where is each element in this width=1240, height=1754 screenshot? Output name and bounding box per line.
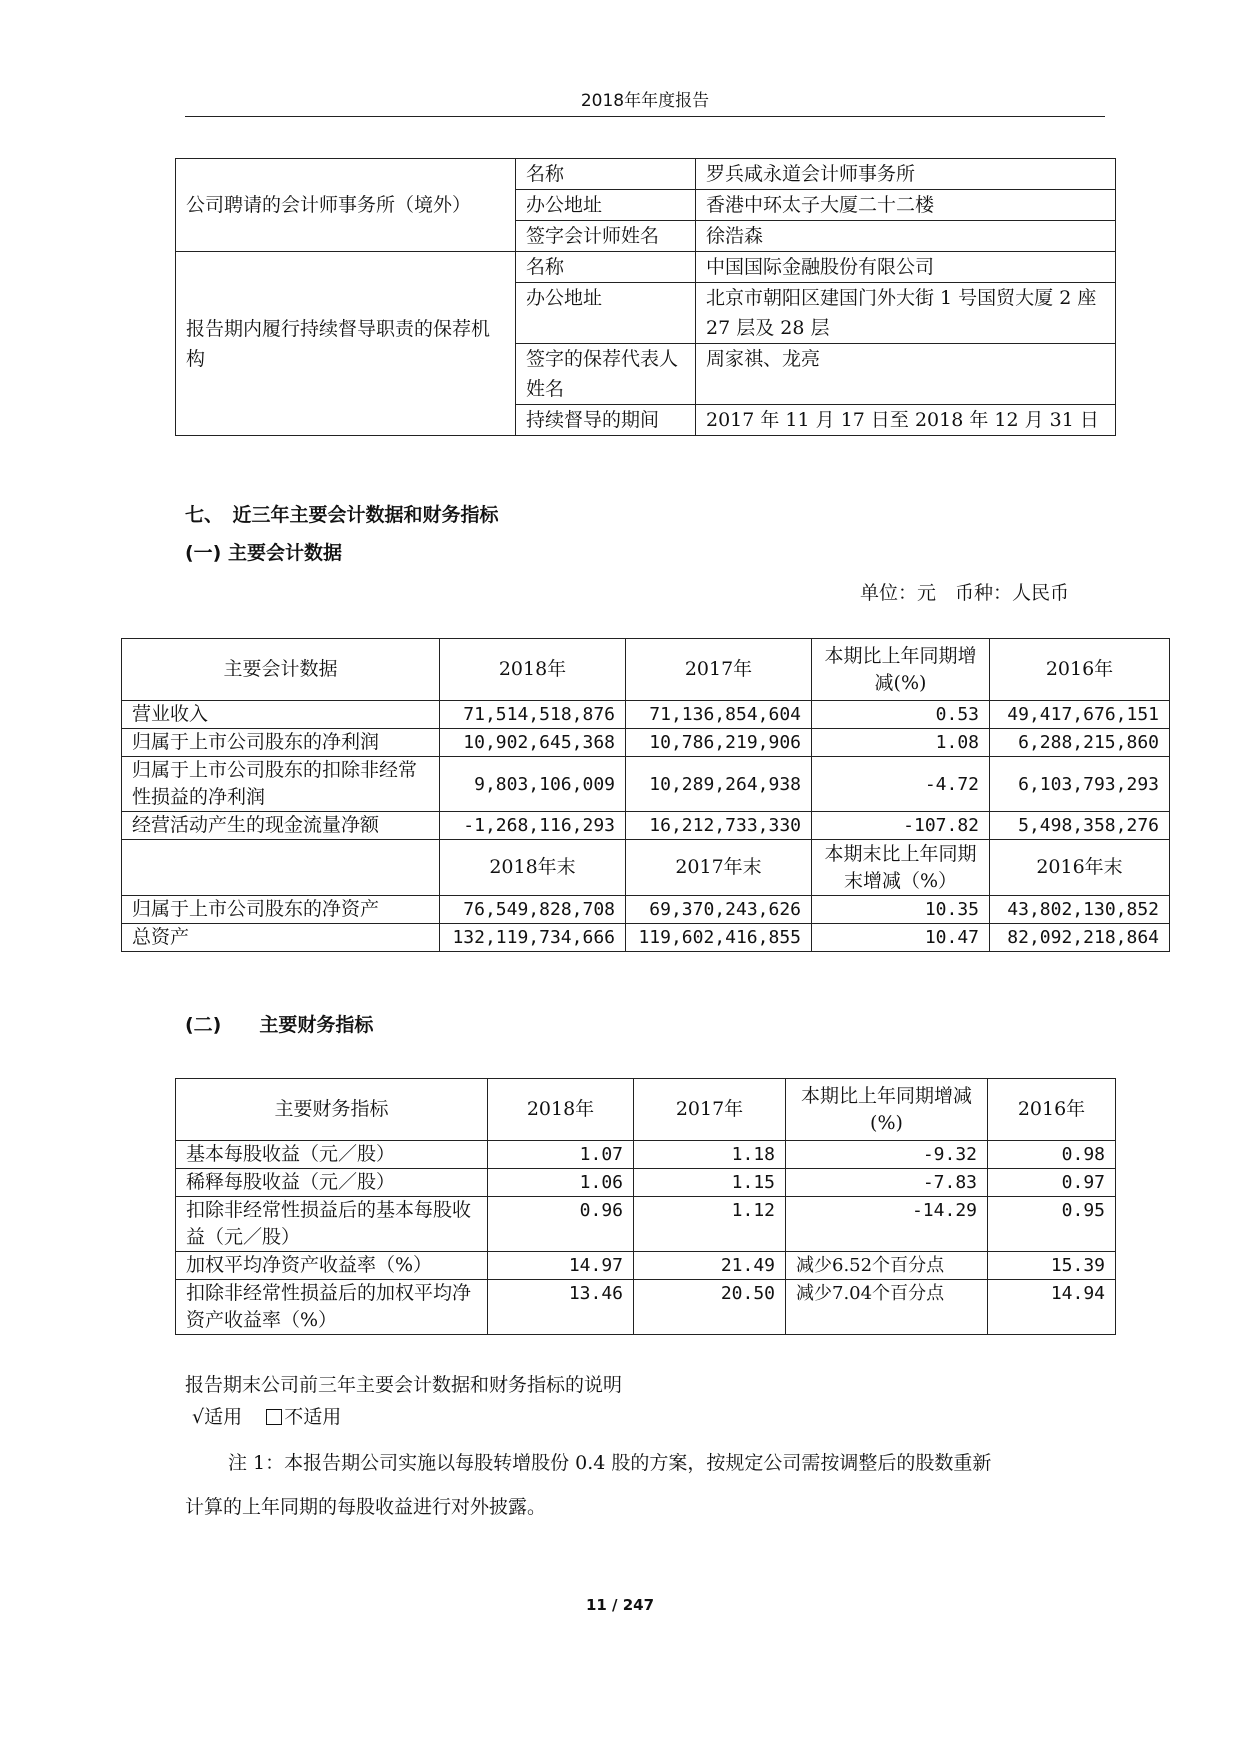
cell-value: 香港中环太子大厦二十二楼: [696, 190, 1116, 221]
cell-key: 名称: [516, 252, 696, 283]
table-row: [122, 729, 1170, 757]
subsection-2-heading: (二) 主要财务指标: [185, 1014, 374, 1036]
value-cell: 1.18: [634, 1141, 786, 1169]
value-cell: 1.07: [488, 1141, 634, 1169]
header-cell: 2017年: [626, 639, 812, 701]
value-cell: 10,786,219,906: [626, 729, 812, 757]
value-cell: 5,498,358,276: [990, 812, 1170, 840]
value-cell: 15.39: [988, 1252, 1116, 1280]
group2-label: 报告期内履行持续督导职责的保荐机构: [176, 252, 516, 436]
note-1-line-2: 计算的上年同期的每股收益进行对外披露。: [185, 1496, 547, 1518]
value-cell: 0.53: [812, 701, 990, 729]
header-rule: [185, 116, 1105, 117]
row-label: 总资产: [122, 924, 440, 952]
value-cell: 132,119,734,666: [440, 924, 626, 952]
table-row: [176, 1252, 1116, 1280]
row-label: 基本每股收益（元／股）: [176, 1141, 488, 1169]
value-cell: 14.94: [988, 1280, 1116, 1335]
value-cell: 10.47: [812, 924, 990, 952]
cell-value: 2017 年 11 月 17 日至 2018 年 12 月 31 日: [696, 405, 1116, 436]
value-cell: 0.97: [988, 1169, 1116, 1197]
value-cell: -4.72: [812, 757, 990, 812]
header-cell: 2017年末: [626, 840, 812, 896]
value-cell: -107.82: [812, 812, 990, 840]
value-cell: 76,549,828,708: [440, 896, 626, 924]
table-row: [122, 812, 1170, 840]
header-cell: 主要财务指标: [176, 1079, 488, 1141]
value-cell: 20.50: [634, 1280, 786, 1335]
header-cell: 本期比上年同期增减(%): [812, 639, 990, 701]
applicability-row: [192, 1402, 341, 1429]
table-row: [176, 1280, 1116, 1335]
table-row: [122, 924, 1170, 952]
table-row: [176, 1197, 1116, 1252]
row-label: 归属于上市公司股东的净利润: [122, 729, 440, 757]
table-row: [122, 896, 1170, 924]
header-cell: 主要会计数据: [122, 639, 440, 701]
cell-key: 签字会计师姓名: [516, 221, 696, 252]
value-cell: 6,288,215,860: [990, 729, 1170, 757]
cell-value: 北京市朝阳区建国门外大街 1 号国贸大厦 2 座 27 层及 28 层: [696, 283, 1116, 344]
value-cell: 16,212,733,330: [626, 812, 812, 840]
value-cell: 1.12: [634, 1197, 786, 1252]
value-cell: 6,103,793,293: [990, 757, 1170, 812]
value-cell: 0.96: [488, 1197, 634, 1252]
cell-key: 名称: [516, 159, 696, 190]
value-cell: 10,902,645,368: [440, 729, 626, 757]
notes-title: 报告期末公司前三年主要会计数据和财务指标的说明: [185, 1374, 623, 1396]
value-cell: 14.97: [488, 1252, 634, 1280]
value-cell: 减少7.04个百分点: [786, 1280, 988, 1335]
cell-key: 持续督导的期间: [516, 405, 696, 436]
auditor-sponsor-table: [175, 158, 1116, 436]
cell-key: 办公地址: [516, 283, 696, 344]
table-row: [176, 1169, 1116, 1197]
subsection-1-heading: (一) 主要会计数据: [185, 542, 342, 564]
unit-currency-label: 单位：元 币种：人民币: [860, 582, 1070, 604]
value-cell: 9,803,106,009: [440, 757, 626, 812]
row-label: 稀释每股收益（元／股）: [176, 1169, 488, 1197]
value-cell: 71,514,518,876: [440, 701, 626, 729]
row-label: 扣除非经常性损益后的加权平均净资产收益率（%）: [176, 1280, 488, 1335]
value-cell: 82,092,218,864: [990, 924, 1170, 952]
note-1-line-1: 注 1：本报告期公司实施以每股转增股份 0.4 股的方案，按规定公司需按调整后的股数重新: [228, 1452, 992, 1474]
value-cell: 10.35: [812, 896, 990, 924]
value-cell: 69,370,243,626: [626, 896, 812, 924]
checkbox-icon: [266, 1409, 282, 1425]
row-label: 扣除非经常性损益后的基本每股收益（元／股）: [176, 1197, 488, 1252]
header-cell: 本期末比上年同期末增减（%）: [812, 840, 990, 896]
header-cell: 2017年: [634, 1079, 786, 1141]
group1-label: 公司聘请的会计师事务所（境外）: [176, 159, 516, 252]
financial-indicators-table: [175, 1078, 1116, 1335]
header-cell: 2018年: [488, 1079, 634, 1141]
page-number: 11 / 247: [585, 1596, 655, 1614]
row-label: 加权平均净资产收益率（%）: [176, 1252, 488, 1280]
table-row: [122, 757, 1170, 812]
header-cell: 2016年: [990, 639, 1170, 701]
not-applicable-option: 不适用: [284, 1406, 342, 1428]
page-header-title: 2018年年度报告: [580, 91, 710, 111]
header-cell: [122, 840, 440, 896]
header-cell: 2016年: [988, 1079, 1116, 1141]
value-cell: 0.95: [988, 1197, 1116, 1252]
cell-value: 罗兵咸永道会计师事务所: [696, 159, 1116, 190]
table-row: [176, 1141, 1116, 1169]
value-cell: 1.08: [812, 729, 990, 757]
value-cell: 10,289,264,938: [626, 757, 812, 812]
value-cell: 119,602,416,855: [626, 924, 812, 952]
cell-value: 周家祺、龙亮: [696, 344, 1116, 405]
cell-key: 签字的保荐代表人姓名: [516, 344, 696, 405]
value-cell: -9.32: [786, 1141, 988, 1169]
row-label: 归属于上市公司股东的扣除非经常性损益的净利润: [122, 757, 440, 812]
value-cell: 43,802,130,852: [990, 896, 1170, 924]
value-cell: -1,268,116,293: [440, 812, 626, 840]
header-cell: 本期比上年同期增减(%): [786, 1079, 988, 1141]
value-cell: 13.46: [488, 1280, 634, 1335]
accounting-data-table: [121, 638, 1170, 952]
value-cell: -7.83: [786, 1169, 988, 1197]
table-row: [122, 701, 1170, 729]
value-cell: 49,417,676,151: [990, 701, 1170, 729]
header-cell: 2018年末: [440, 840, 626, 896]
value-cell: 21.49: [634, 1252, 786, 1280]
value-cell: 71,136,854,604: [626, 701, 812, 729]
value-cell: 0.98: [988, 1141, 1116, 1169]
value-cell: 减少6.52个百分点: [786, 1252, 988, 1280]
cell-value: 徐浩森: [696, 221, 1116, 252]
row-label: 经营活动产生的现金流量净额: [122, 812, 440, 840]
section-7-heading: 七、 近三年主要会计数据和财务指标: [185, 504, 499, 526]
cell-key: 办公地址: [516, 190, 696, 221]
value-cell: -14.29: [786, 1197, 988, 1252]
value-cell: 1.06: [488, 1169, 634, 1197]
cell-value: 中国国际金融股份有限公司: [696, 252, 1116, 283]
header-cell: 2016年末: [990, 840, 1170, 896]
row-label: 归属于上市公司股东的净资产: [122, 896, 440, 924]
applicable-option: √适用: [192, 1406, 243, 1428]
value-cell: 1.15: [634, 1169, 786, 1197]
row-label: 营业收入: [122, 701, 440, 729]
header-cell: 2018年: [440, 639, 626, 701]
